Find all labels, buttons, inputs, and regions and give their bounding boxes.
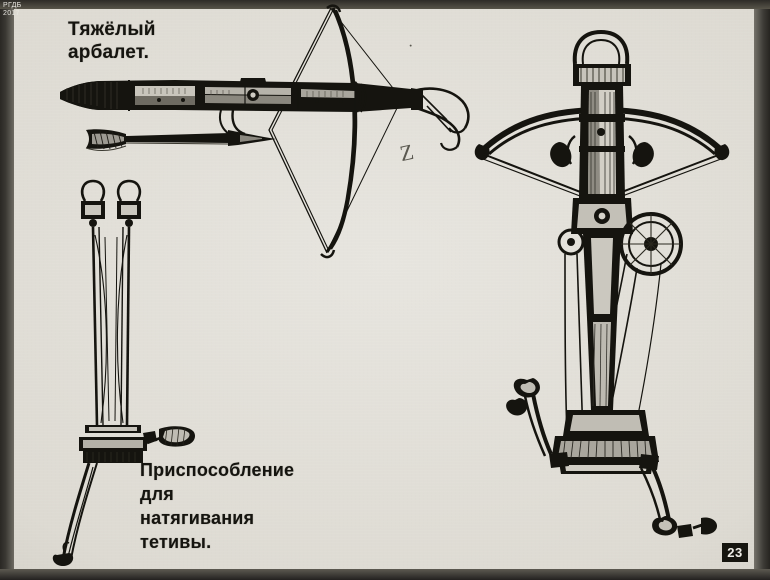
- caption-device-line1: Приспособление: [140, 460, 295, 480]
- archive-stamp: [3, 2, 22, 18]
- caption-title-line2: арбалет.: [68, 42, 150, 63]
- caption-device-line2: для: [140, 484, 174, 504]
- caption-heavy-crossbow: [68, 18, 156, 64]
- film-border-bottom: [0, 569, 770, 580]
- pencil-dot: ·: [408, 38, 414, 55]
- pencil-mark-z: Z: [397, 138, 416, 167]
- caption-title-line1: Тяжёлый: [68, 19, 156, 40]
- film-border-left: [0, 0, 14, 580]
- page-number-badge: 23: [722, 543, 748, 562]
- caption-stringing-device: [140, 458, 294, 554]
- archive-stamp-line1: РГДБ: [3, 2, 22, 9]
- film-border-right: [754, 0, 770, 580]
- caption-device-line3: натягивания: [140, 508, 255, 528]
- caption-device-line4: тетивы.: [140, 532, 212, 552]
- archive-stamp-line2: 2017: [3, 10, 20, 17]
- crossbow-bolt: [78, 118, 278, 166]
- crossbow-front-view-with-windlass: [455, 18, 735, 563]
